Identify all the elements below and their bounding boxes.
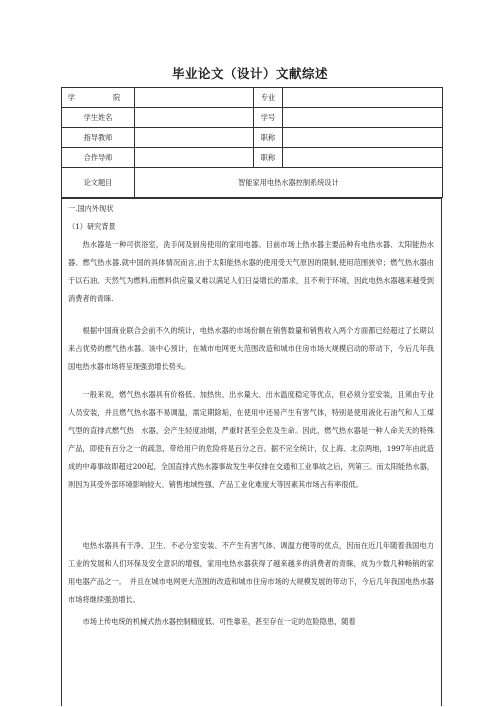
major-label: 专业 [254, 88, 283, 108]
row-subject [62, 168, 443, 198]
advisor-label: 指导教师 [62, 128, 135, 148]
row-advisor [62, 128, 443, 148]
review-body [61, 198, 442, 706]
advisor-title-label: 职称 [254, 128, 283, 148]
advisor-value[interactable] [135, 128, 254, 148]
advisor-title-value[interactable] [283, 128, 443, 148]
paragraph-1: 热水器是一种可供浴室，洗手间及厨房使用的家用电器。目前市场上热水器主要品种有电热水器、太阳能热水器、燃气热水器.就中国的具体情况而言,由于太阳能热水器的使用受天气原因的限制,使用范围狭窄；燃气热水器由于以石油、天然气为燃料,而燃料供应量又难以满足人们日益增长的需求，且不利于环境，因此电热水器越来越受到消费者的青睐. [68, 240, 434, 303]
section-heading: 一.国内外现状 [68, 204, 114, 213]
student-name-label: 学生姓名 [62, 108, 135, 128]
info-table [61, 87, 443, 198]
row-college [62, 88, 443, 108]
major-value[interactable] [283, 88, 443, 108]
subject-label: 论文题目 [62, 168, 135, 198]
student-id-label: 学号 [254, 108, 283, 128]
college-label: 学 院 [62, 88, 135, 108]
student-id-value[interactable] [283, 108, 443, 128]
paragraph-2: 根据中国商业联合会前不久的统计，电热水器的市场份额在销售数量和销售收入两个方面都已经超过了长期以来占优势的燃气热水器。该中心预计，在城市电网更大范围改造和城市住房市场大规模启动的带动下，今后几年我国电热水器市场将呈现强劲增长势头。 [68, 326, 434, 371]
college-value[interactable] [135, 88, 254, 108]
co-advisor-title-value[interactable] [283, 148, 443, 168]
row-co-advisor [62, 148, 443, 168]
document-title: 毕业论文（设计）文献综述 [171, 66, 328, 81]
co-advisor-value[interactable] [135, 148, 254, 168]
row-student [62, 108, 443, 128]
co-advisor-label: 合作导师 [62, 148, 135, 168]
subject-value[interactable]: 智能家用电热水器控制系统设计 [135, 168, 443, 198]
co-advisor-title-label: 职称 [254, 148, 283, 168]
student-name-value[interactable] [135, 108, 254, 128]
paragraph-3: 一般来说，燃气热水器具有价格低、加热快、出水量大、出水温度稳定等优点，但必须分室安装，且须由专业人员安装，并且燃气热水器不易调温，需定期除垢，在使用中还易产生有害气体，特别是使用液化石油气和人工煤气型的直排式燃气热 水器，会产生轻度油烟，严重时甚至会危及生命。因此，燃气热水器是一种人命关天的特殊产品，即使有百分之一的疏忽，带给用户的危险将是百分之百。据不完全统计，仅上海、北京两地，1997年由此造成的中毒事故即超过200起，全国直排式热水器事故发生率仅排在交通和工业事故之后，列第三。而太阳能热水器，则因为其受外部环境影响较大、销售地域性强、产品工业化难度大等因素其市场占有率很低。 [68, 390, 434, 489]
paragraph-4: 电热水器具有干净、卫生、不必分室安装、不产生有害气体、调温方便等的优点，因而在近几年随着我国电力工业的发展和人们环保及安全意识的增强，家用电热水器获得了越来越多的消费者的青睐，成为少数几种畅销的家用电器产品之一。 并且在城市电网更大范围的改造和城市住房市场的大规模发展的带动下，今后几年我国电热水器市场将继续强劲增长。 [68, 541, 434, 604]
subsection-heading: （1）研究背景 [68, 222, 116, 231]
paragraph-5: 市场上传电统的机械式热水器控制精度低、可性靠差，甚至存在一定的危险隐患，随着 [82, 617, 356, 626]
